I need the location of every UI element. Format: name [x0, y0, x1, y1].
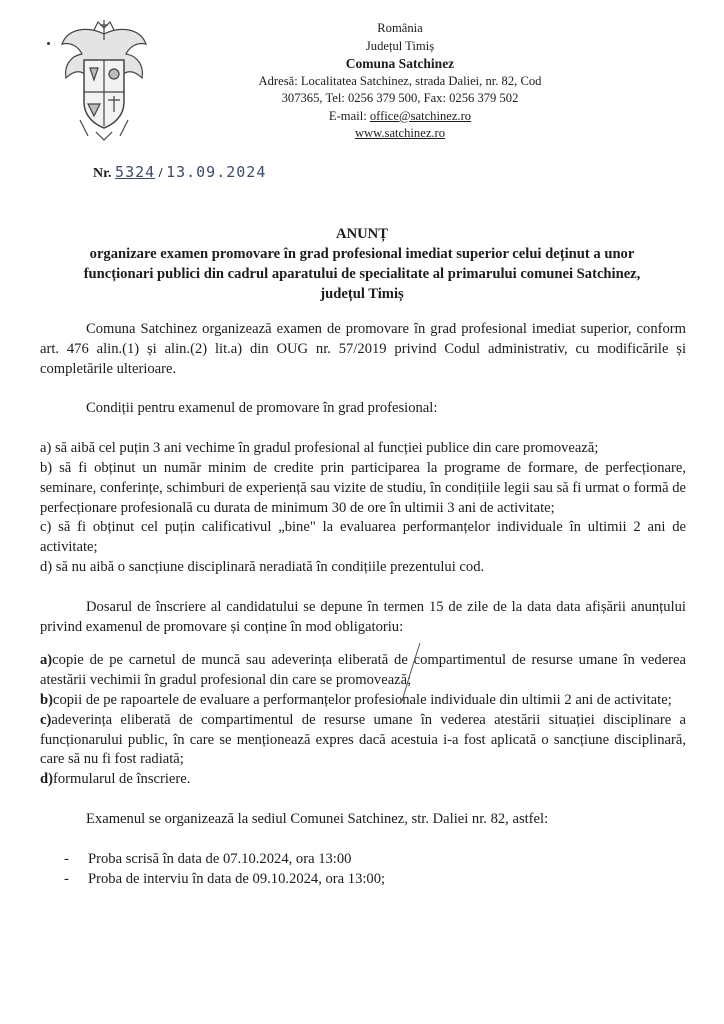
- dossier-item: [40, 651, 686, 691]
- county-name: Județul Timiș: [365, 38, 435, 53]
- registration-number-value: 5324: [115, 163, 156, 181]
- announcement-body: [40, 320, 686, 889]
- registration-number: [93, 163, 266, 182]
- dossier-item: [40, 770, 686, 790]
- condition-item: b) să fi obținut un număr minim de credite prin participarea la programe de formare, de perfecționare, seminare, conferințe, schimburi de experiență sau vizite de studiu, în condițiile legii sau să fi urmat o formă de perfecționare profesională cu durata de minimum 30 de ore în ultimii 3 ani de activitate;: [40, 459, 686, 516]
- email-link[interactable]: office@satchinez.ro: [369, 108, 472, 123]
- address-line-1: Adresă: Localitatea Satchinez, strada Daliei, nr. 82, Cod: [258, 73, 542, 88]
- registration-label: Nr.: [93, 166, 112, 181]
- intro-paragraph: Comuna Satchinez organizează examen de promovare în grad profesional imediat superior, conform art. 476 alin.(1) și alin.(2) lit.a) din OUG nr. 57/2019 privind Codul administrativ, cu modificările și completările ulterioare.: [40, 321, 686, 377]
- dossier-item-letter: c): [40, 711, 52, 728]
- website-link[interactable]: www.satchinez.ro: [354, 126, 446, 140]
- email-label: E-mail:: [328, 108, 370, 123]
- pen-stroke-mark: [400, 641, 422, 703]
- dossier-item: [40, 711, 686, 770]
- website-line: [200, 125, 600, 143]
- condition-item: a) să aibă cel puțin 3 ani vechime în gradul profesional al funcției publice din care promovează;: [40, 440, 599, 457]
- dossier-item-text: copii de pe rapoartele de evaluare a performanțelor profesionale individuale din ultimii 2 ani de activitate;: [52, 691, 672, 708]
- announcement-subheading: organizare examen promovare în grad profesional imediat superior celui deținut a unor funcționari publici din cadrul aparatului de specialitate al primarului comunei Satchinez, județul Timiș: [83, 246, 641, 302]
- dossier-item-letter: b): [40, 691, 53, 708]
- condition-item: c) să fi obținut cel puțin calificativul „bine" la evaluarea performanțelor individuale în ultimii 2 ani de activitate;: [40, 519, 686, 556]
- schedule-item: - Proba scrisă în data de 07.10.2024, ora 13:00: [40, 850, 686, 870]
- announcement-heading: ANUNȚ: [336, 226, 388, 242]
- email-line: [200, 108, 600, 126]
- address-line-2: 307365, Tel: 0256 379 500, Fax: 0256 379 502: [281, 91, 519, 105]
- schedule-item: - Proba de interviu în data de 09.10.2024, ora 13:00;: [40, 870, 686, 890]
- letterhead: [200, 20, 600, 143]
- dossier-item-text: adeverința eliberată de compartimentul de resurse umane în vederea atestării situației disciplinare a funcționarului public, în care se menționează expres dacă acestuia i-a fost aplicată o sancțiune disciplinară, care să nu fi fost radiată;: [40, 711, 686, 768]
- condition-item: d) să nu aibă o sancțiune disciplinară neradiată în condițiile prezentului cod.: [40, 558, 485, 575]
- conditions-heading: Condiții pentru examenul de promovare în grad profesional:: [86, 400, 438, 417]
- dossier-item-text: copie de pe carnetul de muncă sau adeverința eliberată de compartimentul de resurse umane în vederea atestării vechimii în gradul profesional din care se promovează;: [40, 652, 686, 689]
- registration-separator: /: [158, 166, 163, 181]
- coat-of-arms-icon: [58, 20, 150, 142]
- dossier-item-letter: d): [40, 771, 53, 788]
- commune-name: Comuna Satchinez: [345, 56, 455, 71]
- announcement-title: [80, 224, 644, 304]
- exam-location: Examenul se organizează la sediul Comunei Satchinez, str. Daliei nr. 82, astfel:: [86, 810, 549, 827]
- dossier-item-letter: a): [40, 652, 53, 669]
- speck-mark: [47, 42, 50, 45]
- dossier-intro: Dosarul de înscriere al candidatului se depune în termen 15 de zile de la data data afișării anunțului privind examenul de promovare și conține în mod obligatoriu:: [40, 598, 686, 635]
- dossier-item: [40, 691, 686, 711]
- country-name: România: [377, 21, 423, 35]
- registration-date: 13.09.2024: [166, 163, 267, 181]
- dossier-item-text: formularul de înscriere.: [52, 771, 191, 788]
